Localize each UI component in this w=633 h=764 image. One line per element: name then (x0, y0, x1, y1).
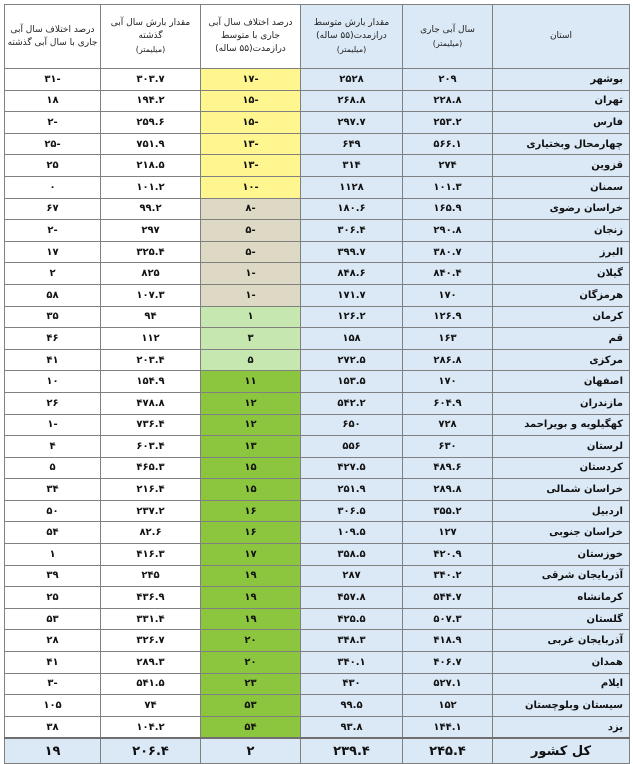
cell-previous: ۹۴ (101, 306, 201, 328)
cell-diff-lt: ۱۲ (201, 392, 301, 414)
cell-diff-prev: ۵۳ (5, 608, 101, 630)
cell-current: ۱۲۶.۹ (403, 306, 493, 328)
cell-longterm: ۱۷۱.۷ (301, 284, 403, 306)
cell-province: ایلام (493, 673, 630, 695)
cell-diff-prev: ۰ (5, 176, 101, 198)
cell-diff-lt: ۱۹ (201, 587, 301, 609)
cell-previous: ۲۱۶.۴ (101, 479, 201, 501)
cell-current: ۱۷۰ (403, 284, 493, 306)
cell-diff-lt: -۱۳ (201, 155, 301, 177)
table-row (5, 176, 630, 198)
table-row (5, 90, 630, 112)
cell-current: ۵۲۷.۱ (403, 673, 493, 695)
cell-province: اصفهان (493, 371, 630, 393)
cell-diff-prev: ۴۶ (5, 328, 101, 350)
cell-previous: ۶۰۳.۴ (101, 436, 201, 458)
cell-diff-prev: -۳ (5, 673, 101, 695)
cell-current: ۲۷۴ (403, 155, 493, 177)
cell-province: آذربایجان غربی (493, 630, 630, 652)
cell-diff-lt: -۵ (201, 220, 301, 242)
header-row (5, 5, 630, 69)
cell-province: تهران (493, 90, 630, 112)
cell-diff-prev: ۱۷ (5, 241, 101, 263)
cell-longterm: ۱۱۲۸ (301, 176, 403, 198)
cell-longterm: ۱۸۰.۶ (301, 198, 403, 220)
cell-previous: ۷۵۱.۹ (101, 133, 201, 155)
cell-province: گیلان (493, 263, 630, 285)
cell-diff-lt: -۱ (201, 284, 301, 306)
table-body (5, 69, 630, 764)
cell-longterm: ۱۵۳.۵ (301, 371, 403, 393)
cell-diff-lt: ۳ (201, 328, 301, 350)
cell-longterm: ۳۵۸.۵ (301, 544, 403, 566)
cell-province: سیستان وبلوچستان (493, 695, 630, 717)
cell-current: ۳۵۵.۲ (403, 500, 493, 522)
cell-previous: ۱۰۱.۲ (101, 176, 201, 198)
cell-diff-prev: ۴ (5, 436, 101, 458)
cell-diff-prev: ۱۰ (5, 371, 101, 393)
table-row (5, 695, 630, 717)
cell-previous: ۳۲۵.۴ (101, 241, 201, 263)
table-row (5, 263, 630, 285)
cell-longterm: ۹۳.۸ (301, 716, 403, 738)
cell-current: ۱۰۱.۳ (403, 176, 493, 198)
cell-diff-lt: ۱۷ (201, 544, 301, 566)
cell-previous: ۳۲۶.۷ (101, 630, 201, 652)
table-row (5, 608, 630, 630)
header-province: استان (493, 5, 630, 69)
cell-current: ۴۰۶.۷ (403, 652, 493, 674)
cell-diff-lt: -۵ (201, 241, 301, 263)
cell-province: البرز (493, 241, 630, 263)
cell-province: خوزستان (493, 544, 630, 566)
cell-diff-prev: -۲۵ (5, 133, 101, 155)
cell-province: مازندران (493, 392, 630, 414)
cell-current: ۳۸۰.۷ (403, 241, 493, 263)
cell-longterm: ۳۰۶.۵ (301, 500, 403, 522)
cell-diff-prev: ۶۷ (5, 198, 101, 220)
cell-diff-lt: -۱۵ (201, 112, 301, 134)
cell-longterm: ۹۹.۵ (301, 695, 403, 717)
cell-diff-prev: ۳۹ (5, 565, 101, 587)
cell-province: بوشهر (493, 69, 630, 91)
table-row (5, 522, 630, 544)
cell-diff-prev: ۳۸ (5, 716, 101, 738)
cell-previous: ۲۵۹.۶ (101, 112, 201, 134)
cell-diff-lt: ۱۹ (201, 565, 301, 587)
cell-longterm: ۳۹۹.۷ (301, 241, 403, 263)
table-row (5, 241, 630, 263)
cell-previous: ۲۴۵ (101, 565, 201, 587)
cell-province: کردستان (493, 457, 630, 479)
cell-province: یزد (493, 716, 630, 738)
cell-current: ۲۰۹ (403, 69, 493, 91)
cell-longterm: ۱۲۶.۲ (301, 306, 403, 328)
cell-diff-lt: ۵۳ (201, 695, 301, 717)
cell-diff-prev: ۴۱ (5, 652, 101, 674)
cell-diff-prev: ۱ (5, 544, 101, 566)
cell-diff-prev: ۲۵ (5, 155, 101, 177)
cell-province: خراسان شمالی (493, 479, 630, 501)
cell-previous: ۱۰۴.۲ (101, 716, 201, 738)
cell-longterm: ۴۲۵.۵ (301, 608, 403, 630)
table-row (5, 284, 630, 306)
cell-previous: ۵۴۱.۵ (101, 673, 201, 695)
cell-previous: ۸۲.۶ (101, 522, 201, 544)
cell-diff-prev: ۳۵ (5, 306, 101, 328)
total-row (5, 738, 630, 764)
cell-previous: ۲۹۷ (101, 220, 201, 242)
cell-province: اردبیل (493, 500, 630, 522)
total-diff-lt: ۲ (201, 738, 301, 764)
cell-province: کهگیلویه و بویراحمد (493, 414, 630, 436)
table-row (5, 457, 630, 479)
cell-current: ۸۴۰.۴ (403, 263, 493, 285)
cell-current: ۱۴۴.۱ (403, 716, 493, 738)
table-row (5, 306, 630, 328)
total-previous: ۲۰۶.۴ (101, 738, 201, 764)
table-row (5, 198, 630, 220)
precipitation-table (4, 4, 630, 764)
cell-diff-lt: -۱۷ (201, 69, 301, 91)
cell-province: قم (493, 328, 630, 350)
cell-previous: ۷۴ (101, 695, 201, 717)
cell-diff-lt: ۱۵ (201, 479, 301, 501)
table-row (5, 220, 630, 242)
cell-diff-lt: ۱۶ (201, 500, 301, 522)
cell-previous: ۷۳۶.۴ (101, 414, 201, 436)
cell-province: فارس (493, 112, 630, 134)
cell-diff-lt: ۱۲ (201, 414, 301, 436)
cell-longterm: ۸۴۸.۶ (301, 263, 403, 285)
cell-diff-prev: -۲ (5, 112, 101, 134)
table-row (5, 673, 630, 695)
cell-province: چهارمحال وبختیاری (493, 133, 630, 155)
table-row (5, 544, 630, 566)
cell-current: ۱۶۵.۹ (403, 198, 493, 220)
cell-previous: ۴۷۸.۸ (101, 392, 201, 414)
cell-diff-prev: ۴۱ (5, 349, 101, 371)
cell-previous: ۲۳۷.۲ (101, 500, 201, 522)
cell-current: ۱۵۲ (403, 695, 493, 717)
cell-diff-prev: -۳۱ (5, 69, 101, 91)
cell-previous: ۴۳۶.۹ (101, 587, 201, 609)
cell-longterm: ۲۸۷ (301, 565, 403, 587)
cell-diff-prev: ۵ (5, 457, 101, 479)
cell-current: ۴۲۰.۹ (403, 544, 493, 566)
cell-diff-lt: ۲۰ (201, 652, 301, 674)
cell-province: همدان (493, 652, 630, 674)
cell-current: ۴۱۸.۹ (403, 630, 493, 652)
cell-province: کرمان (493, 306, 630, 328)
table-row (5, 414, 630, 436)
cell-current: ۲۸۶.۸ (403, 349, 493, 371)
total-province: کل کشور (493, 738, 630, 764)
cell-previous: ۱۹۴.۲ (101, 90, 201, 112)
cell-previous: ۱۱۲ (101, 328, 201, 350)
table-row (5, 371, 630, 393)
cell-current: ۲۹۰.۸ (403, 220, 493, 242)
cell-diff-lt: -۱ (201, 263, 301, 285)
cell-current: ۵۰۷.۳ (403, 608, 493, 630)
cell-longterm: ۳۰۶.۴ (301, 220, 403, 242)
cell-diff-lt: -۱۳ (201, 133, 301, 155)
cell-diff-prev: ۱۸ (5, 90, 101, 112)
header-long-term: مقدار بارش متوسط درازمدت(۵۵ ساله) (میلیمتر) (301, 5, 403, 69)
cell-diff-lt: ۲۰ (201, 630, 301, 652)
cell-longterm: ۲۹۷.۷ (301, 112, 403, 134)
cell-diff-lt: ۱ (201, 306, 301, 328)
cell-province: قزوین (493, 155, 630, 177)
cell-diff-lt: ۱۶ (201, 522, 301, 544)
table-row (5, 328, 630, 350)
header-current-year: سال آبی جاری (میلیمتر) (403, 5, 493, 69)
cell-diff-prev: -۲ (5, 220, 101, 242)
cell-diff-lt: ۲۳ (201, 673, 301, 695)
table-row (5, 436, 630, 458)
cell-diff-lt: ۱۱ (201, 371, 301, 393)
cell-diff-prev: ۲ (5, 263, 101, 285)
cell-diff-lt: ۱۳ (201, 436, 301, 458)
cell-longterm: ۲۵۲۸ (301, 69, 403, 91)
cell-province: گلستان (493, 608, 630, 630)
cell-current: ۲۲۸.۸ (403, 90, 493, 112)
cell-current: ۳۴۰.۲ (403, 565, 493, 587)
table-row (5, 500, 630, 522)
cell-diff-prev: ۲۵ (5, 587, 101, 609)
cell-previous: ۲۱۸.۵ (101, 155, 201, 177)
cell-diff-prev: ۳۴ (5, 479, 101, 501)
cell-diff-prev: ۲۸ (5, 630, 101, 652)
cell-diff-prev: ۵۰ (5, 500, 101, 522)
cell-current: ۱۲۷ (403, 522, 493, 544)
cell-diff-prev: ۵۴ (5, 522, 101, 544)
table-row (5, 479, 630, 501)
cell-previous: ۳۳۱.۴ (101, 608, 201, 630)
cell-longterm: ۴۲۷.۵ (301, 457, 403, 479)
table-row (5, 69, 630, 91)
header-diff-previous: درصد اختلاف سال آبی جاری با سال آبی گذشته (5, 5, 101, 69)
cell-diff-prev: ۱۰۵ (5, 695, 101, 717)
header-previous-year: مقدار بارش سال آبی گذشته (میلیمتر) (101, 5, 201, 69)
cell-current: ۷۲۸ (403, 414, 493, 436)
cell-province: خراسان جنوبی (493, 522, 630, 544)
cell-diff-lt: -۸ (201, 198, 301, 220)
table-row (5, 587, 630, 609)
cell-current: ۵۶۶.۱ (403, 133, 493, 155)
cell-diff-lt: -۱۵ (201, 90, 301, 112)
cell-diff-lt: -۱۰ (201, 176, 301, 198)
cell-longterm: ۲۶۸.۸ (301, 90, 403, 112)
cell-previous: ۱۵۴.۹ (101, 371, 201, 393)
cell-longterm: ۱۵۸ (301, 328, 403, 350)
cell-longterm: ۴۳۰ (301, 673, 403, 695)
table-row (5, 349, 630, 371)
cell-longterm: ۵۴۲.۲ (301, 392, 403, 414)
total-current: ۲۴۵.۴ (403, 738, 493, 764)
cell-province: مرکزی (493, 349, 630, 371)
cell-previous: ۴۱۶.۳ (101, 544, 201, 566)
cell-longterm: ۶۵۰ (301, 414, 403, 436)
cell-previous: ۴۶۵.۳ (101, 457, 201, 479)
cell-previous: ۸۲۵ (101, 263, 201, 285)
cell-province: خراسان رضوی (493, 198, 630, 220)
cell-previous: ۹۹.۲ (101, 198, 201, 220)
cell-province: آذربایجان شرقی (493, 565, 630, 587)
cell-current: ۶۳۰ (403, 436, 493, 458)
table-row (5, 155, 630, 177)
cell-diff-lt: ۱۹ (201, 608, 301, 630)
cell-previous: ۳۰۳.۷ (101, 69, 201, 91)
cell-longterm: ۳۴۸.۳ (301, 630, 403, 652)
table-row (5, 392, 630, 414)
cell-diff-lt: ۵ (201, 349, 301, 371)
cell-province: لرستان (493, 436, 630, 458)
cell-province: زنجان (493, 220, 630, 242)
cell-current: ۲۵۳.۲ (403, 112, 493, 134)
header-diff-long-term: درصد اختلاف سال آبی جاری با متوسط درازمدت(۵۵ ساله) (201, 5, 301, 69)
total-longterm: ۲۳۹.۴ (301, 738, 403, 764)
total-diff-prev: ۱۹ (5, 738, 101, 764)
cell-current: ۲۸۹.۸ (403, 479, 493, 501)
table-row (5, 133, 630, 155)
cell-diff-prev: ۵۸ (5, 284, 101, 306)
cell-diff-lt: ۱۵ (201, 457, 301, 479)
cell-province: کرمانشاه (493, 587, 630, 609)
table-row (5, 112, 630, 134)
cell-province: سمنان (493, 176, 630, 198)
cell-longterm: ۲۵۱.۹ (301, 479, 403, 501)
cell-current: ۱۶۳ (403, 328, 493, 350)
cell-current: ۵۴۴.۷ (403, 587, 493, 609)
table-row (5, 630, 630, 652)
cell-longterm: ۵۵۶ (301, 436, 403, 458)
cell-previous: ۲۰۳.۴ (101, 349, 201, 371)
cell-previous: ۲۸۹.۳ (101, 652, 201, 674)
cell-longterm: ۶۴۹ (301, 133, 403, 155)
cell-previous: ۱۰۷.۳ (101, 284, 201, 306)
cell-longterm: ۳۴۰.۱ (301, 652, 403, 674)
cell-longterm: ۴۵۷.۸ (301, 587, 403, 609)
cell-diff-prev: -۱ (5, 414, 101, 436)
table-row (5, 652, 630, 674)
cell-diff-prev: ۲۶ (5, 392, 101, 414)
cell-longterm: ۲۷۲.۵ (301, 349, 403, 371)
cell-current: ۱۷۰ (403, 371, 493, 393)
cell-current: ۶۰۴.۹ (403, 392, 493, 414)
precipitation-table-container (4, 4, 629, 759)
cell-longterm: ۱۰۹.۵ (301, 522, 403, 544)
table-row (5, 565, 630, 587)
cell-province: هرمزگان (493, 284, 630, 306)
cell-diff-lt: ۵۴ (201, 716, 301, 738)
cell-current: ۴۸۹.۶ (403, 457, 493, 479)
cell-longterm: ۳۱۴ (301, 155, 403, 177)
table-row (5, 716, 630, 738)
